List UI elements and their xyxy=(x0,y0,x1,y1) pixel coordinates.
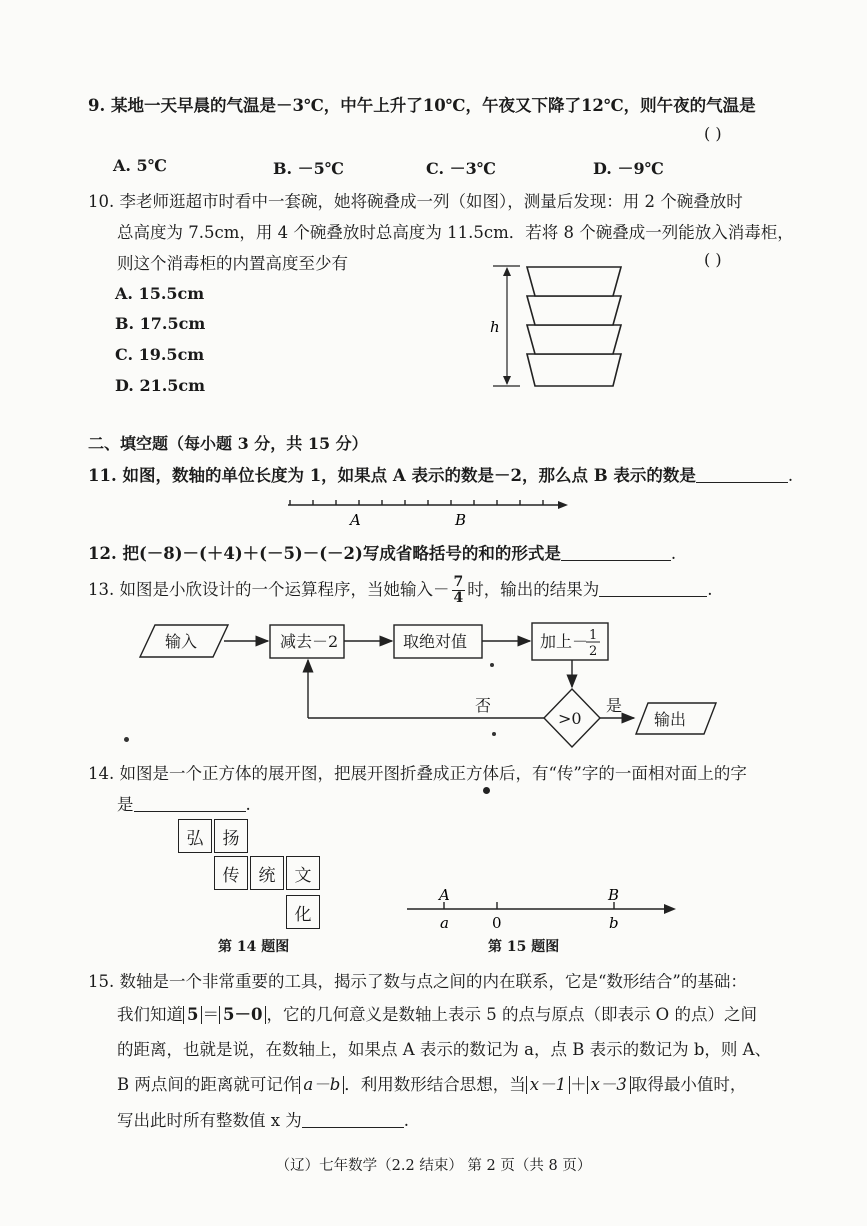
q15-stem-line2 xyxy=(117,1001,757,1025)
q15-plus: ＋ xyxy=(570,1075,587,1094)
q15-answer-blank[interactable] xyxy=(302,1111,404,1128)
q15-abs-a-b: a－b xyxy=(299,1076,344,1094)
cube-face-2: 扬 xyxy=(214,819,248,853)
q9-option-a: A. 5℃ xyxy=(113,156,167,175)
q15-caption: 第 15 题图 xyxy=(488,939,560,955)
q10-answer-paren: ( ) xyxy=(704,250,722,269)
cube-face-3: 传 xyxy=(214,856,248,890)
cube-face-5: 文 xyxy=(286,856,320,890)
q12-text: 12. 把(－8)－(＋4)＋(－5)－(－2)写成省略括号的和的形式是 xyxy=(88,544,561,563)
q15-line4-start: B 两点间的距离就可记作 xyxy=(117,1075,300,1094)
flow-add-den: 2 xyxy=(589,644,598,659)
scan-speck xyxy=(490,663,494,667)
q10-stem-line3: 则这个消毒柜的内置高度至少有 xyxy=(117,254,348,273)
q15-number-line xyxy=(402,884,682,934)
q11-end: . xyxy=(787,466,794,485)
q11-answer-blank[interactable] xyxy=(696,466,788,483)
q15-end: . xyxy=(403,1111,410,1130)
bowl-4 xyxy=(527,354,621,386)
q14-end: . xyxy=(245,795,251,814)
flow-abs-text: 取绝对值 xyxy=(403,632,468,651)
bowl-stack-figure xyxy=(485,262,635,392)
q15-point-b-label: B xyxy=(608,886,620,904)
q11-point-a-label: A xyxy=(350,511,361,529)
q15-line2-end: ，它的几何意义是数轴上表示 5 的点与原点（即表示 O 的点）之间 xyxy=(266,1005,757,1024)
flow-condition-text: >0 xyxy=(558,709,582,728)
q15-abs-x-1: x－1 xyxy=(526,1076,570,1094)
q15-abs-5-0: 5－0 xyxy=(219,1006,266,1024)
q9-answer-paren: ( ) xyxy=(704,124,722,143)
q12-answer-blank[interactable] xyxy=(561,544,671,561)
q15-abs-5: 5 xyxy=(183,1006,202,1024)
q9-option-c: C. －3℃ xyxy=(426,159,496,178)
bowl-3 xyxy=(527,325,621,354)
q15-stem-line5 xyxy=(117,1107,409,1131)
q14-stem-line2 xyxy=(117,791,251,815)
q9-option-b: B. －5℃ xyxy=(273,159,344,178)
flow-output-text: 输出 xyxy=(654,710,687,729)
cube-net-figure xyxy=(178,819,328,931)
q15-origin: 0 xyxy=(492,914,502,932)
scan-speck xyxy=(483,787,490,794)
q14-text-line2: 是 xyxy=(117,795,134,814)
q13-flowchart xyxy=(120,615,730,755)
flow-add-text: 加上－ xyxy=(540,632,589,651)
q13-stem xyxy=(88,572,713,608)
q15-equals: ＝ xyxy=(202,1005,219,1024)
page-footer: （辽）七年数学（2.2 结束） 第 2 页（共 8 页） xyxy=(275,1158,592,1174)
q13-frac-den: 4 xyxy=(453,590,464,606)
q11-number-line xyxy=(285,494,570,530)
q13-text-after: 时，输出的结果为 xyxy=(467,580,600,599)
q10-stem-line2: 总高度为 7.5cm，用 4 个碗叠放时总高度为 11.5cm．若将 8 个碗叠成一列能放入消毒柜， xyxy=(117,223,794,242)
q12-end: . xyxy=(670,544,677,563)
flow-subtract-text: 减去－2 xyxy=(280,632,339,651)
bowl-height-label: h xyxy=(490,318,500,336)
q9-option-d: D. －9℃ xyxy=(593,159,664,178)
q10-option-a: A. 15.5cm xyxy=(115,284,205,303)
section2-title: 二、填空题（每小题 3 分，共 15 分） xyxy=(88,434,368,453)
q10-option-d: D. 21.5cm xyxy=(115,376,206,395)
cube-face-4: 统 xyxy=(250,856,284,890)
q13-answer-blank[interactable] xyxy=(599,580,707,597)
q13-fraction xyxy=(452,575,466,606)
q14-caption: 第 14 题图 xyxy=(218,939,290,955)
scan-speck xyxy=(492,732,496,736)
q14-stem-line1: 14. 如图是一个正方体的展开图，把展开图折叠成正方体后，有“传”字的一面相对面上的字 xyxy=(88,764,747,783)
q9-stem: 9. 某地一天早晨的气温是－3℃，中午上升了10℃，午夜又下降了12℃，则午夜的气温是 xyxy=(88,96,756,115)
cube-face-1: 弘 xyxy=(178,819,212,853)
scan-speck xyxy=(124,737,129,742)
flow-input-text: 输入 xyxy=(165,632,198,651)
flow-no-label: 否 xyxy=(475,696,492,715)
q15-abs-x-3: x－3 xyxy=(587,1076,631,1094)
q11-stem xyxy=(88,462,793,486)
q15-stem-line4 xyxy=(117,1071,746,1095)
q12-stem xyxy=(88,540,676,564)
bowl-1 xyxy=(527,267,621,296)
q15-line2-start: 我们知道 xyxy=(117,1005,183,1024)
bowl-2 xyxy=(527,296,621,325)
q10-option-c: C. 19.5cm xyxy=(115,345,205,364)
q14-answer-blank[interactable] xyxy=(134,795,246,812)
q15-stem-line1: 15. 数轴是一个非常重要的工具，揭示了数与点之间的内在联系，它是“数形结合”的基础： xyxy=(88,972,747,991)
q15-line5-text: 写出此时所有整数值 x 为 xyxy=(117,1111,302,1130)
q13-text-before: 13. 如图是小欣设计的一个运算程序，当她输入－ xyxy=(88,580,450,599)
q15-value-b: b xyxy=(609,914,619,932)
q11-text: 11. 如图，数轴的单位长度为 1，如果点 A 表示的数是－2，那么点 B 表示的数是 xyxy=(88,466,696,485)
flow-yes-label: 是 xyxy=(606,696,623,715)
q11-point-b-label: B xyxy=(455,511,467,529)
cube-face-6: 化 xyxy=(286,895,320,929)
q15-point-a-label: A xyxy=(439,886,450,904)
q15-stem-line3: 的距离，也就是说，在数轴上，如果点 A 表示的数记为 a，点 B 表示的数记为 b，则 A、 xyxy=(117,1040,772,1059)
q13-end: . xyxy=(707,580,713,599)
q15-line4-end: 取得最小值时， xyxy=(630,1075,747,1094)
q10-option-b: B. 17.5cm xyxy=(115,314,206,333)
q10-stem-line1: 10. 李老师逛超市时看中一套碗，她将碗叠成一列（如图），测量后发现：用 2 个碗叠放时 xyxy=(88,192,743,211)
q15-line4-mid: ．利用数形结合思想，当 xyxy=(344,1075,526,1094)
flow-add-num: 1 xyxy=(589,628,598,643)
q13-frac-num: 7 xyxy=(453,574,464,590)
q15-value-a: a xyxy=(440,914,449,932)
